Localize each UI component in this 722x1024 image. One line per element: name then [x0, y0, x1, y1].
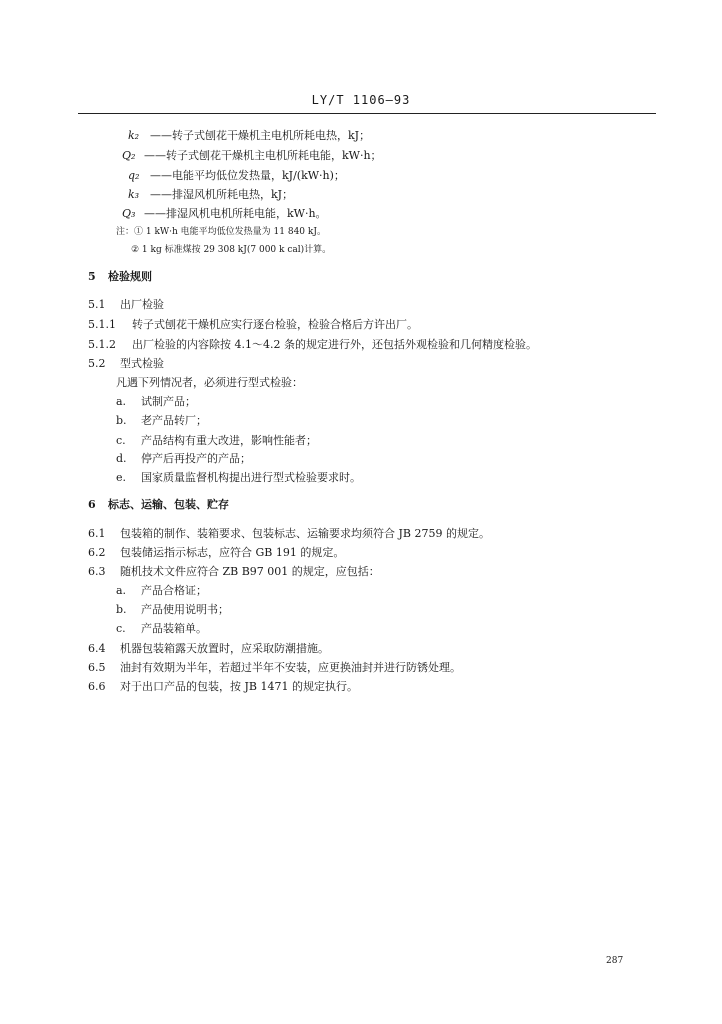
list-item: [116, 603, 229, 617]
clause-number: 6.1: [88, 527, 106, 540]
list-text: 产品使用说明书；: [141, 603, 229, 616]
list-label: e.: [116, 471, 127, 484]
section-number: 6: [88, 498, 96, 511]
list-label: c.: [116, 434, 126, 447]
clause-text: 包装箱的制作、装箱要求、包装标志、运输要求均须符合 JB 2759 的规定。: [120, 527, 490, 540]
clause-number: 5.1: [88, 298, 106, 311]
clause-text: 出厂检验: [120, 298, 164, 311]
clause-5-1-2: [88, 338, 537, 352]
list-item: [116, 471, 361, 485]
list-item: [116, 622, 207, 636]
definition-symbol: k₂: [128, 129, 140, 142]
definition-text: ——转子式刨花干燥机主电机所耗电热，kJ；: [150, 129, 371, 142]
clause-number: 6.6: [88, 680, 106, 693]
list-text: 国家质量监督机构提出进行型式检验要求时。: [141, 471, 361, 484]
list-item: [116, 395, 196, 409]
section-number: 5: [88, 270, 96, 283]
clause-text: 油封有效期为半年，若超过半年不安装，应更换油封并进行防锈处理。: [120, 661, 461, 674]
list-item: [116, 434, 317, 448]
definition-text: ——排湿风机电机所耗电能，kW·h。: [144, 207, 327, 220]
clause-5-1: [88, 298, 164, 312]
clause-6-1: [88, 527, 490, 541]
section-6-heading: [88, 498, 229, 512]
section-title: 标志、运输、包装、贮存: [108, 498, 229, 511]
clause-number: 5.1.1: [88, 318, 116, 331]
list-text: 停产后再投产的产品；: [141, 452, 251, 465]
clause-number: 6.2: [88, 546, 106, 559]
clause-number: 5.1.2: [88, 338, 116, 351]
clause-number: 6.4: [88, 642, 106, 655]
section-title: 检验规则: [108, 270, 152, 283]
clause-6-4: [88, 642, 329, 656]
definition-line: [122, 207, 327, 221]
list-text: 产品合格证；: [141, 584, 207, 597]
list-text: 产品装箱单。: [141, 622, 207, 635]
list-item: [116, 584, 207, 598]
clause-text: 型式检验: [120, 357, 164, 370]
definition-text: ——排湿风机所耗电热，kJ；: [150, 188, 294, 201]
clause-text: 出厂检验的内容除按 4.1～4.2 条的规定进行外，还包括外观检验和几何精度检验。: [132, 338, 537, 351]
list-label: c.: [116, 622, 126, 635]
clause-text: 包装储运指示标志，应符合 GB 191 的规定。: [120, 546, 345, 559]
list-item: [116, 452, 251, 466]
clause-text: 机器包装箱露天放置时，应采取防潮措施。: [120, 642, 329, 655]
document-code-header: LY/T 1106—93: [311, 93, 411, 107]
definition-line: [128, 169, 345, 183]
clause-6-2: [88, 546, 344, 560]
list-label: b.: [116, 603, 127, 616]
note-1: 注：① 1 kW·h 电能平均低位发热量为 11 840 kJ。: [116, 227, 326, 237]
list-label: a.: [116, 395, 127, 408]
definition-symbol: k₃: [128, 188, 140, 201]
definition-symbol: Q₃: [122, 207, 136, 220]
definition-line: [128, 188, 293, 202]
clause-number: 6.3: [88, 565, 106, 578]
clause-6-6: [88, 680, 358, 694]
list-label: b.: [116, 414, 127, 427]
clause-text: 随机技术文件应符合 ZB B97 001 的规定，应包括：: [120, 565, 380, 578]
clause-5-1-1: [88, 318, 418, 332]
list-intro: 凡遇下列情况者，必须进行型式检验：: [116, 376, 303, 389]
header-rule: [78, 113, 656, 114]
clause-number: 6.5: [88, 661, 106, 674]
definition-text: ——转子式刨花干燥机主电机所耗电能，kW·h；: [144, 149, 382, 162]
list-label: a.: [116, 584, 127, 597]
note-2: ② 1 kg 标准煤按 29 308 kJ(7 000 k cal)计算。: [131, 245, 332, 255]
list-text: 产品结构有重大改进，影响性能者；: [141, 434, 317, 447]
clause-5-2: [88, 357, 164, 371]
page-number: 287: [606, 956, 624, 966]
clause-6-5: [88, 661, 461, 675]
list-item: [116, 414, 207, 428]
definition-text: ——电能平均低位发热量，kJ/(kW·h)；: [150, 169, 345, 182]
clause-6-3: [88, 565, 380, 579]
definition-symbol: q₂: [128, 169, 140, 182]
definition-line: [122, 149, 382, 163]
clause-text: 对于出口产品的包装，按 JB 1471 的规定执行。: [120, 680, 358, 693]
clause-number: 5.2: [88, 357, 106, 370]
list-text: 老产品转厂；: [141, 414, 207, 427]
list-text: 试制产品；: [141, 395, 196, 408]
definition-line: [128, 129, 370, 143]
section-5-heading: [88, 270, 152, 284]
definition-symbol: Q₂: [122, 149, 136, 162]
clause-text: 转子式刨花干燥机应实行逐台检验，检验合格后方许出厂。: [132, 318, 418, 331]
list-label: d.: [116, 452, 127, 465]
